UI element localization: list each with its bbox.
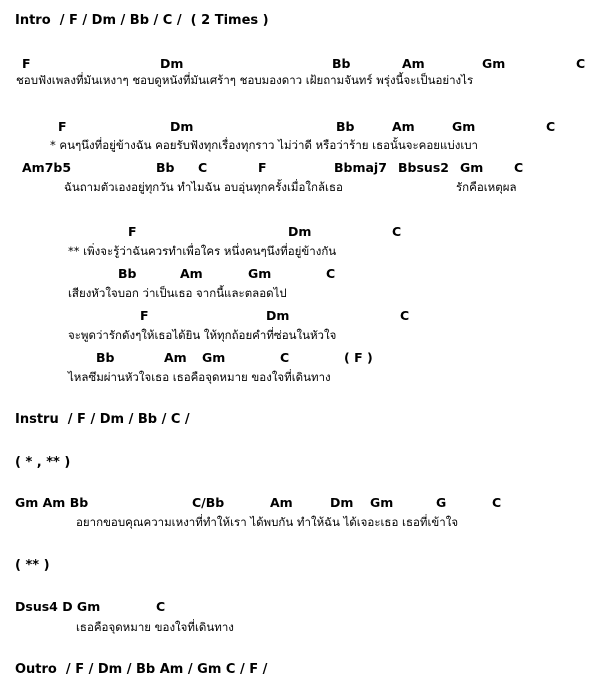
chord: Gm bbox=[452, 119, 476, 134]
lyric-line: ** เพิ่งจะรู้ว่าฉันควรทำเพื่อใคร หนึ่งคนๆนึงที่อยู่ข้างกัน bbox=[68, 244, 337, 258]
chord: ( F ) bbox=[344, 350, 373, 365]
chord: Am7b5 bbox=[22, 160, 72, 175]
lyric-line: ไหลซึมผ่านหัวใจเธอ เธอคือจุดหมาย ของใจที่เดินทาง bbox=[68, 370, 331, 384]
chord: C bbox=[392, 224, 402, 239]
chord: Bb bbox=[96, 350, 115, 365]
chord: Bbmaj7 bbox=[334, 160, 387, 175]
lyric-line: อยากขอบคุณความเหงาที่ทำให้เรา ได้พบกัน ทำให้ฉัน ได้เจอะเธอ เธอที่เข้าใจ bbox=[76, 515, 459, 529]
chord: Dm bbox=[266, 308, 290, 323]
chord: C bbox=[514, 160, 524, 175]
chord: Am bbox=[180, 266, 203, 281]
lyric-line: เสียงหัวใจบอก ว่าเป็นเธอ จากนี้และตลอดไป bbox=[68, 286, 287, 300]
chord: F bbox=[258, 160, 267, 175]
chord: C bbox=[492, 495, 502, 510]
chord: Am bbox=[392, 119, 415, 134]
chord: Gm bbox=[460, 160, 484, 175]
chord: Bb bbox=[336, 119, 355, 134]
lyric-line: จะพูดว่ารักดังๆให้เธอได้ยิน ให้ทุกถ้อยคำที่ซ่อนในหัวใจ bbox=[68, 328, 337, 342]
chord: Gm Am Bb bbox=[15, 495, 89, 510]
chord: F bbox=[140, 308, 149, 323]
chord: C bbox=[576, 56, 586, 71]
outro-line: Outro / F / Dm / Bb Am / Gm C / F / bbox=[15, 662, 268, 677]
chord: Dm bbox=[170, 119, 194, 134]
lyric-line: รักคือเหตุผล bbox=[456, 180, 517, 194]
instru-line: Instru / F / Dm / Bb / C / bbox=[15, 412, 190, 427]
repeat-marker: ( * , ** ) bbox=[15, 455, 71, 470]
chord: Am bbox=[402, 56, 425, 71]
chord: C bbox=[326, 266, 336, 281]
lyric-line: * คนๆนึงที่อยู่ข้างฉัน คอยรับฟังทุกเรื่องทุกราว ไม่ว่าดี หรือว่าร้าย เธอนั้นจะคอยแบ่งเบา bbox=[50, 138, 479, 152]
chord: Am bbox=[270, 495, 293, 510]
chord: C bbox=[280, 350, 290, 365]
chord: F bbox=[22, 56, 31, 71]
chord: Dsus4 D Gm bbox=[15, 599, 101, 614]
chord: C/Bb bbox=[192, 495, 225, 510]
chord: Dm bbox=[288, 224, 312, 239]
chord: Dm bbox=[160, 56, 184, 71]
chord: Bbsus2 bbox=[398, 160, 449, 175]
chord: Bb bbox=[156, 160, 175, 175]
chord: Gm bbox=[370, 495, 394, 510]
chord: F bbox=[128, 224, 137, 239]
chord: C bbox=[198, 160, 208, 175]
chord: G bbox=[436, 495, 447, 510]
chord: Gm bbox=[482, 56, 506, 71]
chord: Bb bbox=[332, 56, 351, 71]
lyric-line: ชอบฟังเพลงที่มันเหงาๆ ชอบดูหนังที่มันเศร้าๆ ชอบมองดาว เฝ้ยถามจันทร์ พรุ่งนี้จะเป็นอย่างไร bbox=[16, 73, 474, 87]
chord: Gm bbox=[202, 350, 226, 365]
chord: Gm bbox=[248, 266, 272, 281]
chord: Am bbox=[164, 350, 187, 365]
lyric-line: เธอคือจุดหมาย ของใจที่เดินทาง bbox=[76, 620, 234, 634]
repeat-marker: ( ** ) bbox=[15, 558, 50, 573]
chord: F bbox=[58, 119, 67, 134]
chord: Dm bbox=[330, 495, 354, 510]
intro-line: Intro / F / Dm / Bb / C / ( 2 Times ) bbox=[15, 13, 269, 28]
lyric-line: ฉันถามตัวเองอยู่ทุกวัน ทำไมฉัน อบอุ่นทุกครั้งเมื่อใกล้เธอ bbox=[64, 180, 343, 194]
chord: C bbox=[400, 308, 410, 323]
chord: Bb bbox=[118, 266, 137, 281]
chord: C bbox=[546, 119, 556, 134]
chord: C bbox=[156, 599, 166, 614]
